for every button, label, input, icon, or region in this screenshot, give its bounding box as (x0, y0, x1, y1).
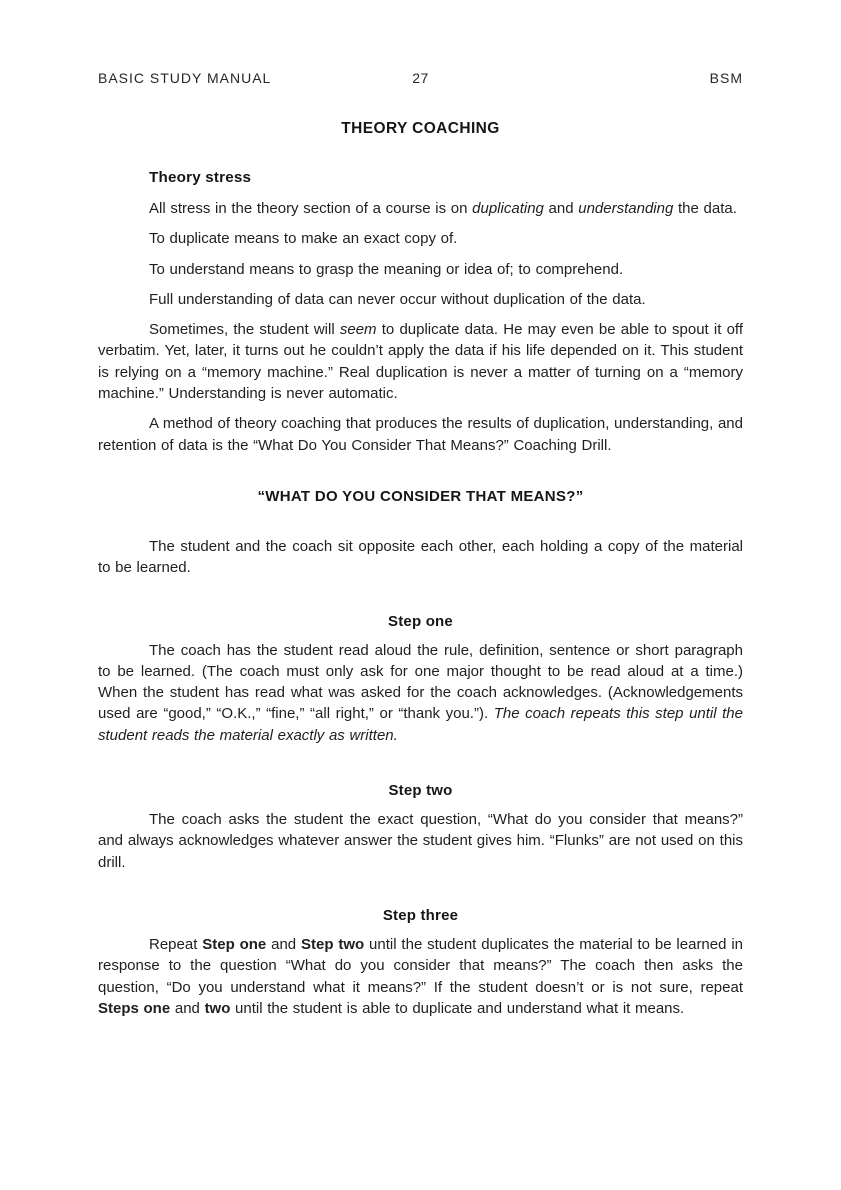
section-heading-consider-drill: “WHAT DO YOU CONSIDER THAT MEANS?” (257, 487, 584, 505)
text-segment: Repeat (149, 935, 203, 953)
text-segment: The coach repeats this step until the student reads the material exactly as written. (98, 705, 743, 744)
step-two-heading: Step two (388, 782, 453, 800)
text-segment: Steps one (98, 999, 171, 1017)
page-number: 27 (412, 70, 429, 86)
step-one-heading: Step one (388, 612, 453, 630)
text-segment: The student and the coach sit opposite each other, each holding a copy of the material to be learned. (98, 537, 743, 577)
text-segment: duplicating (472, 200, 544, 217)
text-segment: A method of theory coaching that produces the results of duplication, understanding, and retention of data is the “What Do You Consider That Means?” Coaching Drill. (98, 415, 743, 454)
text-segment: to duplicate data. He may even be able to spout it off verbatim. Yet, later, it turns out he couldn’t apply the data if his life depended on it. This student is relying on a “memory machine.” Real duplication is never a matter of turning on a “memory machine.” Understanding is never automatic. (98, 321, 743, 403)
paragraph-theory-stress-2 (98, 228, 743, 249)
paragraph-theory-stress-3 (98, 259, 743, 280)
text-segment: seem (339, 321, 377, 339)
paragraph-step-one (98, 640, 743, 746)
paragraph-step-two (98, 809, 743, 873)
chapter-title: THEORY COACHING (341, 120, 500, 137)
text-segment: All stress in the theory section of a course is on (149, 200, 473, 217)
running-header (98, 69, 743, 87)
text-segment: To understand means to grasp the meaning or idea of; to comprehend. (149, 260, 624, 278)
section-heading-theory-stress: Theory stress (149, 169, 252, 186)
text-segment: two (204, 999, 231, 1017)
text-segment: until the student duplicates the material to be learned in response to the question “What do you consider that means?” The coach then asks the question, “Do you understand what it means?” If the student doesn’t or is not sure, repeat (98, 935, 743, 996)
text-segment: Step two (301, 935, 365, 953)
paragraph-theory-stress-1 (98, 198, 743, 219)
text-segment: and (543, 200, 579, 217)
text-segment: Sometimes, the student will (149, 321, 340, 339)
header-book-title: BASIC STUDY MANUAL (98, 70, 272, 86)
text-segment: understanding (578, 200, 674, 217)
paragraph-consider-intro (98, 536, 743, 579)
text-segment: the data. (673, 200, 737, 217)
paragraph-step-three (98, 934, 743, 1019)
text-segment: To duplicate means to make an exact copy of. (149, 230, 458, 248)
text-segment: until the student is able to duplicate and understand what it means. (230, 999, 685, 1017)
step-three-heading: Step three (382, 906, 459, 924)
text-segment: The coach has the student read aloud the rule, definition, sentence or short paragraph to be learned. (The coach must only ask for one major thought to be read aloud at a time.) When the student has read what was asked for the coach acknowledges. (Acknowledgements used are “good,” “O.K.,” “fine,” “all right,” or “thank you.”). (98, 641, 743, 723)
text-segment: and (170, 999, 205, 1017)
text-segment: The coach asks the student the exact question, “What do you consider that means?” and always acknowledges whatever answer the student gives him. “Flunks” are not used on this drill. (98, 811, 743, 871)
paragraph-theory-stress-6 (98, 413, 743, 456)
text-segment: and (266, 935, 302, 953)
paragraph-theory-stress-4 (98, 289, 743, 310)
text-segment: Step one (202, 935, 267, 953)
paragraph-theory-stress-5 (98, 319, 743, 404)
text-segment: Full understanding of data can never occur without duplication of the data. (149, 290, 646, 308)
header-abbreviation: BSM (709, 70, 743, 86)
